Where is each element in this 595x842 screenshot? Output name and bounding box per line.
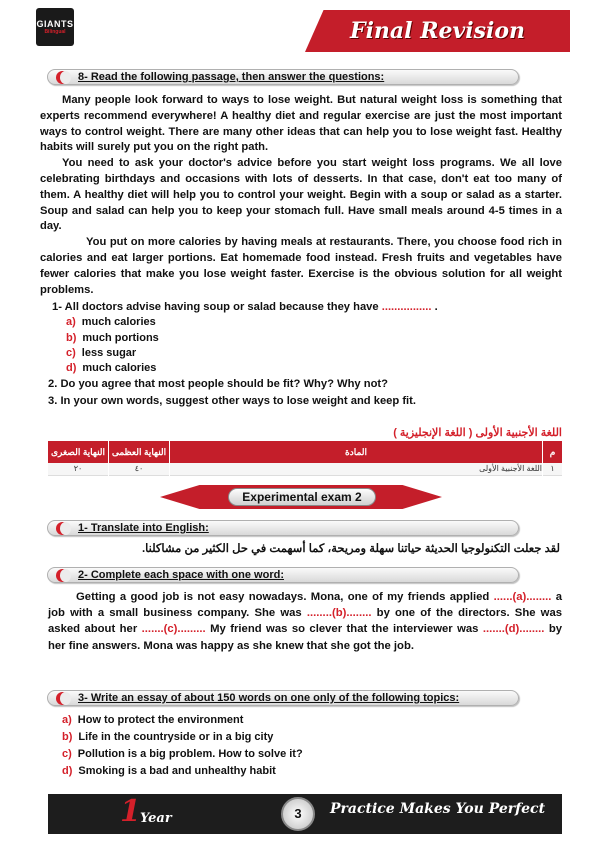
cloze-text-4: My friend was so clever that the interviewer was <box>210 623 479 636</box>
cell-max: ٤٠ <box>109 463 169 476</box>
cloze-text-5: by her fine answers. Mona was happy as she knew that she got the job. <box>48 623 563 652</box>
topic-b <box>62 730 273 745</box>
passage-paragraph-3: You put on more calories by having meals at restaurants. There, you choose food rich in calories and eat larger portions. Eat homemade food instead. Fresh fruits and vegetables have fewer calories that make you lose weight faster. Exercise is the obvious solution for all weight problems. <box>40 236 562 296</box>
blank-c: .......(c)......... <box>141 623 206 636</box>
page-number: 3 <box>281 797 315 831</box>
topic-b-text: Life in the countryside or in a big city <box>78 731 274 743</box>
blank-d: .......(d)........ <box>482 623 545 636</box>
header-subject: المادة <box>170 441 542 463</box>
header-max: النهاية العظمى <box>109 441 169 463</box>
cloze-text-2: a job with a small business company. She was <box>48 591 563 620</box>
arabic-sentence: لقد جعلت التكنولوجيا الحديثة حياتنا سهلة ومريحة، كما أسهمت في حل الكثير من مشاكلنا. <box>141 543 560 555</box>
cell-subject: اللغة الأجنبية الأولى <box>170 463 542 476</box>
option-b-letter: b) <box>66 332 77 344</box>
blank-b: ........(b)........ <box>306 607 372 620</box>
footer-year-label: Year <box>140 811 172 826</box>
cloze-text-1: Getting a good job is not easy nowadays. Mona, one of my friends applied <box>76 591 490 603</box>
section-8-heading-bar <box>47 69 519 85</box>
option-a-text: much calories <box>81 316 156 328</box>
option-d-text: much calories <box>82 362 157 374</box>
crescent-bullet-icon <box>56 71 69 84</box>
option-b-text: much portions <box>82 332 159 344</box>
passage-paragraph-2: You need to ask your doctor's advice before you start weight loss programs. We all love celebrating birthdays and occasions with lots of desserts. In that case, don't eat too many of them. A healthy diet will help you to control your weight. Begin with a soup or salad as a starter. Soup and salad can help you to keep your stomach full. Have small meals around 4-5 times in a day. <box>40 157 562 233</box>
footer-grade-number: 1 <box>120 794 141 829</box>
crescent-bullet-icon <box>56 522 69 535</box>
topic-c <box>62 747 303 762</box>
section-1-heading-bar <box>47 520 519 536</box>
topic-a-text: How to protect the environment <box>77 714 244 726</box>
cloze-paragraph <box>48 589 562 654</box>
logo-sub-text: Bilingual <box>44 29 66 35</box>
header-num: م <box>543 441 562 463</box>
topic-d-letter: d) <box>62 765 73 777</box>
option-a <box>66 315 156 330</box>
blank-a: ......(a)........ <box>493 591 552 603</box>
option-a-letter: a) <box>66 316 76 328</box>
question-1-blank: ................ <box>381 301 432 313</box>
section-1-heading: 1- Translate into English: <box>78 522 209 534</box>
topic-c-text: Pollution is a big problem. How to solve it? <box>77 748 303 760</box>
crescent-bullet-icon <box>56 569 69 582</box>
question-1 <box>52 300 438 315</box>
question-3: 3. In your own words, suggest other ways to lose weight and keep fit. <box>48 395 417 407</box>
exam-banner <box>160 485 442 509</box>
section-8-heading: 8- Read the following passage, then answer the questions: <box>78 71 385 83</box>
footer-slogan: Practice Makes You Perfect <box>330 801 546 817</box>
question-2: 2. Do you agree that most people should be fit? Why? Why not? <box>48 378 388 390</box>
section-2-heading: 2- Complete each space with one word: <box>78 569 284 581</box>
cell-num: ١ <box>543 463 562 476</box>
topic-a <box>62 713 243 728</box>
reading-passage <box>40 93 562 298</box>
cloze-text-3: by one of the directors. She was asked about her <box>48 607 563 636</box>
option-c-letter: c) <box>66 347 76 359</box>
topic-a-letter: a) <box>62 714 72 726</box>
topic-d-text: Smoking is a bad and unhealthy habit <box>78 765 276 777</box>
grading-table <box>48 441 562 475</box>
passage-paragraph-1: Many people look forward to ways to lose weight. But natural weight loss is something that experts recommend everywhere! A healthy diet and regular exercise are just the most important ways to control weight. There are many other ideas that can help you to lose weight fast. Healthy habits will surely put you on the right path. <box>40 94 562 154</box>
header-min: النهاية الصغرى <box>48 441 108 463</box>
question-1-end: . <box>434 301 438 313</box>
section-3-heading: 3- Write an essay of about 150 words on one only of the following topics: <box>78 692 460 704</box>
topic-d <box>62 764 276 779</box>
crescent-bullet-icon <box>56 692 69 705</box>
section-3-heading-bar <box>47 690 519 706</box>
page-title: Final Revision <box>349 18 526 44</box>
topic-c-letter: c) <box>62 748 72 760</box>
option-c <box>66 346 136 361</box>
table-title: اللغة الأجنبية الأولى ( اللغة الإنجليزية ) <box>393 427 562 439</box>
option-c-text: less sugar <box>81 347 137 359</box>
option-b <box>66 331 159 346</box>
option-d <box>66 361 156 376</box>
exam-title: Experimental exam 2 <box>228 488 376 506</box>
topic-b-letter: b) <box>62 731 73 743</box>
cell-min: ٢٠ <box>48 463 108 476</box>
option-d-letter: d) <box>66 362 77 374</box>
logo-main-text: GIANTS <box>36 19 74 29</box>
giants-logo <box>36 8 74 46</box>
question-1-text: 1- All doctors advise having soup or salad because they have <box>52 301 379 313</box>
section-2-heading-bar <box>47 567 519 583</box>
